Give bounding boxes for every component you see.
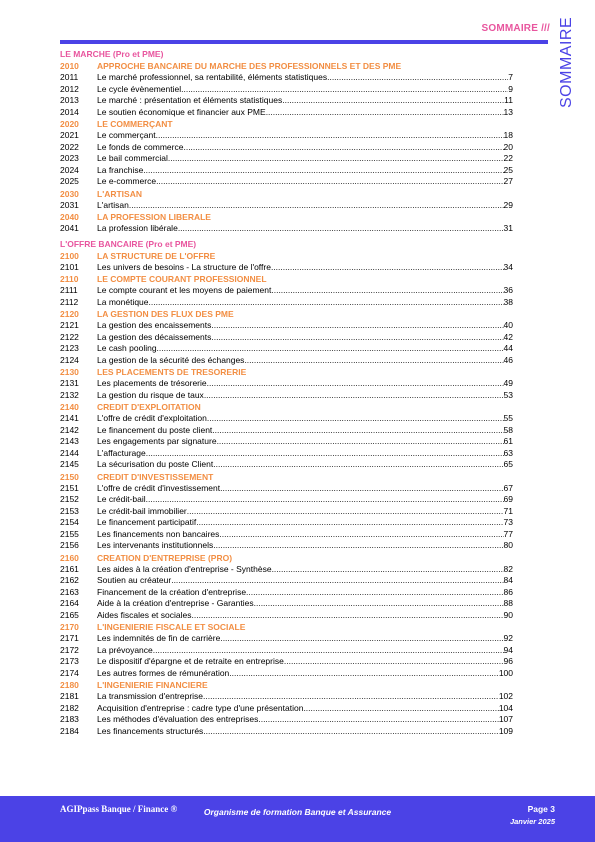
entry-page-number: 104 — [498, 702, 513, 713]
toc-entry[interactable] — [60, 598, 513, 610]
section-title: LE COMMERÇANT — [97, 119, 173, 129]
entry-title: La monétique — [97, 296, 149, 307]
toc-entry[interactable] — [60, 200, 513, 212]
entry-title: Les univers de besoins - La structure de l'offre — [97, 261, 271, 272]
dot-leader — [217, 436, 504, 448]
toc-entry[interactable] — [60, 84, 513, 96]
entry-code: 2021 — [60, 130, 79, 140]
toc-entry[interactable] — [60, 656, 513, 668]
section-code: 2170 — [60, 622, 79, 632]
section-code: 2040 — [60, 212, 79, 222]
entry-code: 2024 — [60, 164, 79, 175]
section-code: 2010 — [60, 61, 79, 71]
dot-leader — [129, 200, 504, 212]
entry-code: 2023 — [60, 153, 79, 163]
dot-leader — [266, 107, 504, 119]
dot-leader — [149, 297, 504, 309]
entry-title: Acquisition d'entreprise : cadre type d'une présentation — [97, 702, 304, 713]
section-code: 2160 — [60, 552, 79, 563]
dot-leader — [204, 390, 504, 402]
toc-entry[interactable] — [60, 633, 513, 645]
dot-leader — [211, 332, 503, 344]
toc-entry[interactable] — [60, 691, 513, 703]
toc-entry[interactable] — [60, 459, 513, 471]
entry-title: Les engagements par signature — [97, 436, 217, 446]
section-title: CREDIT D'EXPLOITATION — [97, 402, 201, 412]
entry-title: La gestion de la sécurité des échanges — [97, 354, 245, 365]
toc-entry[interactable] — [60, 285, 513, 297]
toc-entry[interactable] — [60, 610, 513, 622]
footer-page-number: Page 3 — [527, 804, 555, 814]
dot-leader — [220, 483, 503, 495]
toc-entry[interactable] — [60, 153, 513, 165]
toc-section-heading — [60, 273, 513, 285]
toc-entry[interactable] — [60, 564, 513, 576]
entry-title: Aides fiscales et sociales — [97, 609, 192, 620]
dot-leader — [212, 425, 503, 437]
entry-code: 2143 — [60, 436, 79, 446]
entry-page-number: 11 — [504, 95, 513, 105]
dot-leader — [183, 142, 503, 154]
entry-code: 2162 — [60, 575, 79, 585]
toc-entry[interactable] — [60, 176, 513, 188]
entry-code: 2155 — [60, 528, 79, 539]
toc-section-heading — [60, 118, 513, 130]
entry-code: 2163 — [60, 586, 79, 597]
entry-page-number: 94 — [503, 644, 513, 655]
section-code: 2150 — [60, 471, 79, 482]
entry-page-number: 53 — [503, 389, 513, 400]
dot-leader — [156, 130, 504, 142]
toc-entry[interactable] — [60, 297, 513, 309]
entry-code: 2121 — [60, 320, 79, 330]
toc-entry[interactable] — [60, 72, 513, 84]
dot-leader — [229, 668, 499, 680]
entry-code: 2156 — [60, 540, 79, 550]
entry-title: Les placements de trésorerie — [97, 378, 207, 388]
entry-title: Le crédit-bail immobilier — [97, 505, 187, 516]
side-label: SOMMAIRE — [558, 16, 575, 108]
entry-title: Le financement du poste client — [97, 424, 213, 435]
entry-title: Le crédit-bail — [97, 494, 146, 504]
entry-page-number: 100 — [498, 667, 513, 678]
entry-code: 2141 — [60, 413, 79, 423]
entry-title: Les autres formes de rémunération — [97, 667, 230, 678]
entry-page-number: 86 — [503, 586, 513, 597]
section-title: LES PLACEMENTS DE TRESORERIE — [97, 367, 247, 377]
dot-leader — [213, 540, 503, 552]
dot-leader — [271, 285, 503, 297]
toc-entry[interactable] — [60, 506, 513, 518]
toc-entry[interactable] — [60, 425, 513, 437]
section-title: LE COMPTE COURANT PROFESSIONNEL — [97, 274, 267, 284]
entry-page-number: 42 — [503, 331, 513, 342]
section-code: 2140 — [60, 402, 79, 412]
entry-title: La gestion du risque de taux — [97, 389, 204, 400]
dot-leader — [187, 506, 504, 518]
dot-leader — [303, 703, 498, 715]
entry-code: 2022 — [60, 141, 79, 152]
toc-entry[interactable] — [60, 540, 513, 552]
dot-leader — [254, 598, 504, 610]
dot-leader — [196, 517, 503, 529]
entry-code: 2164 — [60, 598, 79, 608]
dot-leader — [213, 459, 503, 471]
entry-code: 2144 — [60, 447, 79, 458]
dot-leader — [143, 165, 503, 177]
entry-title: L'affacturage — [97, 447, 146, 458]
entry-code: 2013 — [60, 95, 79, 105]
entry-code: 2165 — [60, 609, 79, 620]
entry-page-number: 27 — [503, 176, 513, 186]
entry-page-number: 38 — [503, 296, 513, 307]
toc-entry[interactable] — [60, 645, 513, 657]
entry-code: 2132 — [60, 389, 79, 400]
entry-page-number: 44 — [503, 343, 513, 353]
toc-entry[interactable] — [60, 483, 513, 495]
toc-entry[interactable] — [60, 165, 513, 177]
entry-title: Soutien au créateur — [97, 575, 172, 585]
entry-code: 2151 — [60, 482, 79, 493]
entry-title: Les indemnités de fin de carrière — [97, 633, 221, 643]
entry-title: Les aides à la création d'entreprise - Synthèse — [97, 563, 272, 574]
toc-entry[interactable] — [60, 494, 513, 506]
toc-entry[interactable] — [60, 343, 513, 355]
toc-entry[interactable] — [60, 448, 513, 460]
entry-title: Financement de la création d'entreprise — [97, 586, 247, 597]
entry-page-number: 107 — [498, 714, 513, 724]
entry-code: 2014 — [60, 106, 79, 117]
dot-leader — [146, 494, 504, 506]
entry-page-number: 63 — [503, 447, 513, 458]
entry-page-number: 82 — [503, 563, 513, 574]
entry-page-number: 40 — [503, 320, 513, 330]
section-title: LA STRUCTURE DE L'OFFRE — [97, 250, 216, 261]
dot-leader — [157, 343, 504, 355]
toc-part-heading: LE MARCHE (Pro et PME) — [60, 49, 164, 59]
entry-page-number: 77 — [503, 528, 513, 539]
toc-section-heading — [60, 401, 513, 413]
entry-title: La prévoyance — [97, 644, 153, 655]
section-title: L'INGENIERIE FISCALE ET SOCIALE — [97, 622, 246, 632]
dot-leader — [284, 656, 504, 668]
entry-code: 2183 — [60, 714, 79, 724]
toc-entry[interactable] — [60, 355, 513, 367]
entry-code: 2173 — [60, 656, 79, 666]
entry-code: 2182 — [60, 702, 79, 713]
toc-entry[interactable] — [60, 130, 513, 142]
dot-leader — [272, 564, 504, 576]
entry-code: 2181 — [60, 691, 79, 701]
entry-page-number: 65 — [503, 459, 513, 469]
section-title: LA PROFESSION LIBERALE — [97, 212, 211, 222]
entry-code: 2122 — [60, 331, 79, 342]
footer-date: Janvier 2025 — [509, 817, 555, 826]
entry-title: Les méthodes d'évaluation des entreprises — [97, 714, 259, 724]
section-code: 2180 — [60, 680, 79, 690]
entry-page-number: 25 — [503, 164, 513, 175]
toc-entry[interactable] — [60, 223, 513, 235]
entry-page-number: 88 — [503, 598, 513, 608]
toc-section-heading — [60, 211, 513, 223]
dot-leader — [220, 633, 503, 645]
entry-code: 2153 — [60, 505, 79, 516]
toc-entry[interactable] — [60, 517, 513, 529]
dot-leader — [327, 72, 508, 84]
entry-code: 2171 — [60, 633, 79, 643]
entry-code: 2152 — [60, 494, 79, 504]
entry-title: La gestion des décaissements — [97, 331, 212, 342]
entry-code: 2174 — [60, 667, 79, 678]
toc-entry[interactable] — [60, 587, 513, 599]
toc-entry[interactable] — [60, 703, 513, 715]
entry-code: 2112 — [60, 296, 79, 307]
dot-leader — [211, 320, 503, 332]
dot-leader — [181, 84, 508, 96]
entry-page-number: 67 — [503, 482, 513, 493]
dot-leader — [207, 413, 504, 425]
entry-code: 2184 — [60, 725, 79, 736]
toc-entry[interactable] — [60, 332, 513, 344]
dot-leader — [192, 610, 504, 622]
entry-code: 2161 — [60, 563, 79, 574]
entry-code: 2131 — [60, 378, 79, 388]
header-rule — [60, 40, 548, 44]
toc-entry[interactable] — [60, 107, 513, 119]
footer-tagline: Organisme de formation Banque et Assurance — [203, 807, 392, 817]
entry-page-number: 55 — [503, 413, 513, 423]
entry-code: 2025 — [60, 176, 79, 186]
toc-part-heading: L'OFFRE BANCAIRE (Pro et PME) — [60, 238, 197, 249]
section-code: 2030 — [60, 188, 79, 199]
entry-page-number: 49 — [503, 378, 513, 388]
entry-page-number: 84 — [503, 575, 513, 585]
toc-entry[interactable] — [60, 378, 513, 390]
entry-page-number: 80 — [503, 540, 513, 550]
toc-entry[interactable] — [60, 320, 513, 332]
toc-section-heading — [60, 366, 513, 378]
entry-page-number: 96 — [503, 656, 513, 666]
toc-section-heading — [60, 308, 513, 320]
section-code: 2110 — [60, 274, 79, 284]
entry-page-number: 69 — [503, 494, 513, 504]
entry-code: 2111 — [60, 285, 78, 295]
entry-page-number: 31 — [503, 223, 513, 233]
dot-leader — [203, 691, 499, 703]
entry-title: Le cash pooling — [97, 343, 157, 353]
entry-code: 2124 — [60, 354, 79, 365]
entry-title: Le marché professionnel, sa rentabilité, éléments statistiques — [97, 72, 328, 82]
entry-title: L'offre de crédit d'exploitation — [97, 413, 207, 423]
toc-entry[interactable] — [60, 436, 513, 448]
entry-title: Le fonds de commerce — [97, 141, 184, 152]
entry-page-number: 34 — [503, 261, 513, 272]
toc-entry[interactable] — [60, 142, 513, 154]
entry-page-number: 46 — [503, 354, 513, 365]
toc-section-heading — [60, 250, 513, 262]
entry-page-number: 61 — [503, 436, 513, 446]
dot-leader — [271, 262, 504, 274]
entry-title: L'offre de crédit d'investissement — [97, 482, 221, 493]
table-of-contents — [60, 48, 513, 737]
entry-code: 2172 — [60, 644, 79, 655]
dot-leader — [168, 153, 504, 165]
toc-section-heading — [60, 471, 513, 483]
footer — [0, 796, 595, 842]
entry-title: La sécurisation du poste Client — [97, 459, 214, 469]
entry-code: 2041 — [60, 223, 79, 233]
section-title: CREATION D'ENTREPRISE (PRO) — [97, 552, 233, 563]
toc-entry[interactable] — [60, 726, 513, 738]
dot-leader — [171, 575, 503, 587]
dot-leader — [282, 95, 504, 107]
entry-page-number: 20 — [503, 141, 513, 152]
dot-leader — [203, 726, 499, 738]
entry-title: Le soutien économique et financier aux PME — [97, 106, 266, 117]
entry-page-number: 29 — [503, 199, 513, 210]
entry-page-number: 13 — [503, 106, 513, 117]
dot-leader — [156, 176, 503, 188]
entry-code: 2123 — [60, 343, 79, 353]
section-title: L'INGENIERIE FINANCIERE — [97, 680, 208, 690]
toc-section-heading — [60, 621, 513, 633]
section-code: 2100 — [60, 250, 79, 261]
entry-page-number: 102 — [498, 691, 513, 701]
entry-title: Aide à la création d'entreprise - Garanties — [97, 598, 254, 608]
entry-page-number: 92 — [503, 633, 513, 643]
entry-page-number: 73 — [503, 517, 513, 527]
entry-title: Le marché : présentation et éléments statistiques — [97, 95, 283, 105]
header-title: SOMMAIRE /// — [481, 23, 550, 34]
entry-code: 2145 — [60, 459, 79, 469]
entry-title: Le cycle évènementiel — [97, 83, 182, 94]
toc-entry[interactable] — [60, 413, 513, 425]
toc-entry[interactable] — [60, 714, 513, 726]
section-code: 2130 — [60, 367, 79, 377]
toc-entry[interactable] — [60, 262, 513, 274]
entry-page-number: 90 — [503, 609, 513, 620]
dot-leader — [153, 645, 504, 657]
entry-title: Le commerçant — [97, 130, 156, 140]
entry-title: Le financement participatif — [97, 517, 197, 527]
toc-section-heading — [60, 552, 513, 564]
entry-code: 2031 — [60, 199, 79, 210]
entry-title: La transmission d'entreprise — [97, 691, 204, 701]
toc-section-heading — [60, 679, 513, 691]
dot-leader — [146, 448, 504, 460]
footer-brand: AGIPpass Banque / Finance ® — [60, 804, 178, 814]
entry-page-number: 58 — [503, 424, 513, 435]
dot-leader — [207, 378, 504, 390]
toc-entry[interactable] — [60, 575, 513, 587]
entry-title: Le bail commercial — [97, 153, 168, 163]
section-code: 2020 — [60, 119, 79, 129]
dot-leader — [219, 529, 503, 541]
entry-page-number: 9 — [508, 83, 513, 94]
toc-section-heading — [60, 60, 513, 72]
entry-page-number: 36 — [503, 285, 513, 295]
entry-title: La gestion des encaissements — [97, 320, 212, 330]
section-title: LA GESTION DES FLUX DES PME — [97, 309, 234, 319]
toc-entry[interactable] — [60, 95, 513, 107]
entry-page-number: 22 — [503, 153, 513, 163]
entry-title: Les intervenants institutionnels — [97, 540, 214, 550]
entry-code: 2142 — [60, 424, 79, 435]
entry-page-number: 18 — [503, 130, 513, 140]
section-title: CREDIT D'INVESTISSEMENT — [97, 471, 214, 482]
entry-title: Le e-commerce — [97, 176, 157, 186]
entry-title: Le dispositif d'épargne et de retraite en entreprise — [97, 656, 284, 666]
entry-title: L'artisan — [97, 199, 129, 210]
dot-leader — [244, 355, 503, 367]
entry-code: 2012 — [60, 83, 79, 94]
entry-code: 2154 — [60, 517, 79, 527]
entry-page-number: 71 — [503, 505, 513, 516]
dot-leader — [178, 223, 504, 235]
dot-leader — [246, 587, 503, 599]
entry-title: La profession libérale — [97, 223, 178, 233]
dot-leader — [258, 714, 498, 726]
entry-code: 2011 — [60, 72, 79, 82]
entry-title: Les financements structurés — [97, 725, 204, 736]
entry-page-number: 109 — [498, 725, 513, 736]
section-title: APPROCHE BANCAIRE DU MARCHE DES PROFESSIONNELS ET DES PME — [97, 61, 402, 71]
toc-entry[interactable] — [60, 668, 513, 680]
section-title: L'ARTISAN — [97, 188, 142, 199]
toc-entry[interactable] — [60, 390, 513, 402]
entry-title: Les financements non bancaires — [97, 528, 220, 539]
section-code: 2120 — [60, 309, 79, 319]
entry-title: Le compte courant et les moyens de paiement — [97, 285, 272, 295]
entry-page-number: 7 — [508, 72, 513, 82]
toc-entry[interactable] — [60, 529, 513, 541]
entry-title: La franchise — [97, 164, 144, 175]
entry-code: 2101 — [60, 261, 79, 272]
toc-section-heading — [60, 188, 513, 200]
